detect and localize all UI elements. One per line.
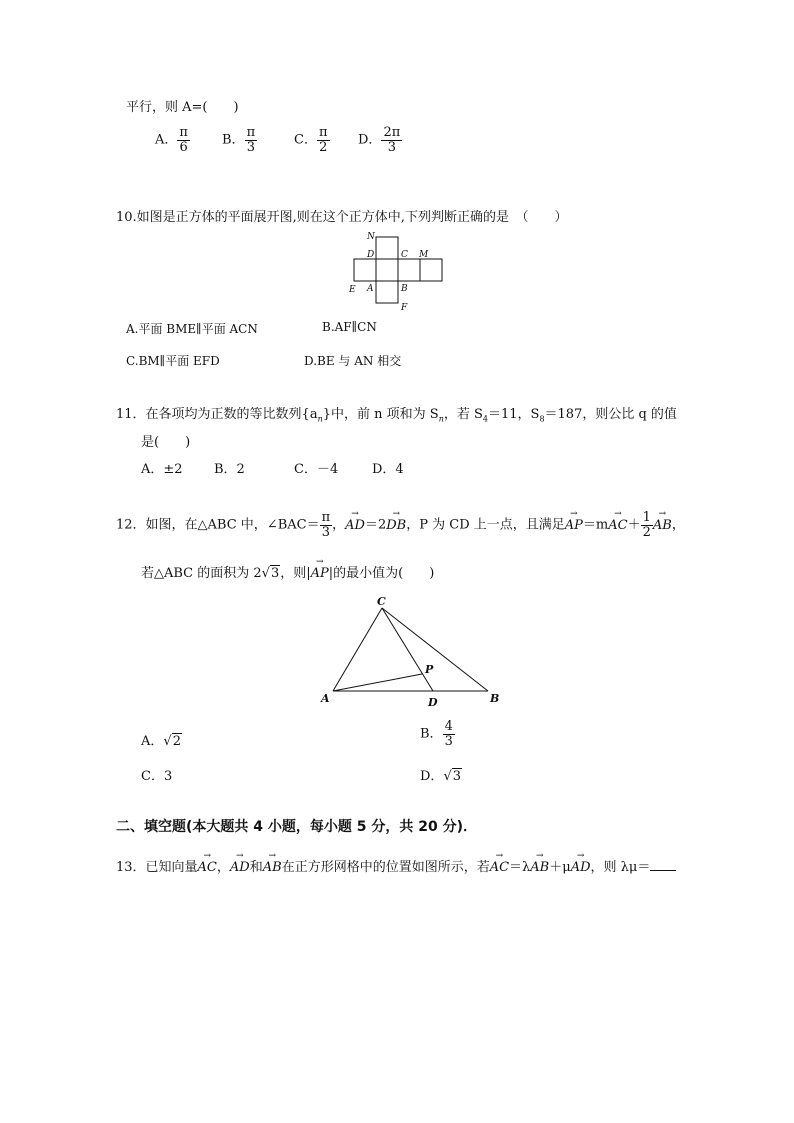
q12-option-d: D．√3: [420, 769, 462, 784]
net-label-m: M: [419, 250, 429, 260]
fig-label-a: A: [321, 692, 330, 705]
net-label-a: A: [367, 284, 374, 294]
net-label-n: N: [367, 232, 375, 242]
q12-option-c: C．3: [141, 769, 173, 784]
q12-option-b: B． $\frac{4}{3}$: [420, 719, 453, 749]
net-label-e: E: [349, 285, 356, 295]
fig-label-c: C: [377, 595, 386, 608]
q10-option-b: B.AF∥CN: [322, 320, 377, 334]
section-fill-in-heading: 二、填空题(本大题共 4 小题，每小题 5 分，共 20 分)．: [116, 819, 478, 835]
q12-stem: 12．如图，在△ABC 中，∠BAC＝ $\frac{\pi}{3}$ ，→ AD＝2→ DB，P 为 CD 上一点，且满足→ AP＝m→ AC＋ $\frac{1}{2}$ → AB，: [116, 511, 685, 539]
q11-option-b: B．2: [214, 462, 245, 477]
q10-option-a: A.平面 BME∥平面 ACN: [126, 322, 258, 336]
net-label-b: B: [401, 284, 408, 294]
q9-option-d: D． $\frac{2\pi}{3}$: [358, 125, 401, 155]
net-label-f: F: [401, 303, 408, 313]
q13-stem: 13．已知向量→ AC，→ AD和→ AB在正方形网格中的位置如图所示，若→ AC＝λ→ AB＋μ→ AD，则 λμ＝: [116, 856, 676, 875]
q9-option-b: B． $\frac{\pi}{3}$: [222, 125, 256, 155]
net-label-c: C: [401, 250, 408, 260]
q9-option-c: C． $\frac{\pi}{2}$: [294, 125, 328, 155]
answer-blank[interactable]: [650, 860, 676, 871]
q9-stem: 平行，则 A=( ): [126, 100, 239, 115]
q12-option-a: A．√2: [141, 734, 181, 749]
q10-option-d: D.BE 与 AN 相交: [304, 354, 402, 368]
q10-stem: 10.如图是正方体的平面展开图,则在这个正方体中,下列判断正确的是 （ ）: [116, 210, 568, 225]
fig-label-d: D: [428, 696, 438, 709]
q11-stem-line2: 是( ): [141, 435, 191, 450]
q11-option-d: D．4: [372, 462, 404, 477]
fig-label-b: B: [490, 692, 500, 705]
q11-option-c: C．－4: [294, 462, 339, 477]
cube-net-figure: [340, 228, 460, 316]
q11-stem: 11．在各项均为正数的等比数列$\{a_n\}$中，前 n 项和为 $S_n$，若 $S_4=11$，$S_8=187$，则公比 q 的值: [116, 407, 677, 424]
q11-option-a: A．±2: [141, 462, 183, 477]
q12-stem-line2: 若△ABC 的面积为 2√3，则|→ AP|的最小值为( ): [141, 562, 434, 581]
net-label-d: D: [367, 250, 375, 260]
fig-label-p: P: [425, 663, 434, 676]
q9-option-a: A． $\frac{\pi}{6}$: [155, 125, 188, 155]
triangle-figure: [316, 592, 506, 712]
q10-option-c: C.BM∥平面 EFD: [126, 354, 220, 368]
